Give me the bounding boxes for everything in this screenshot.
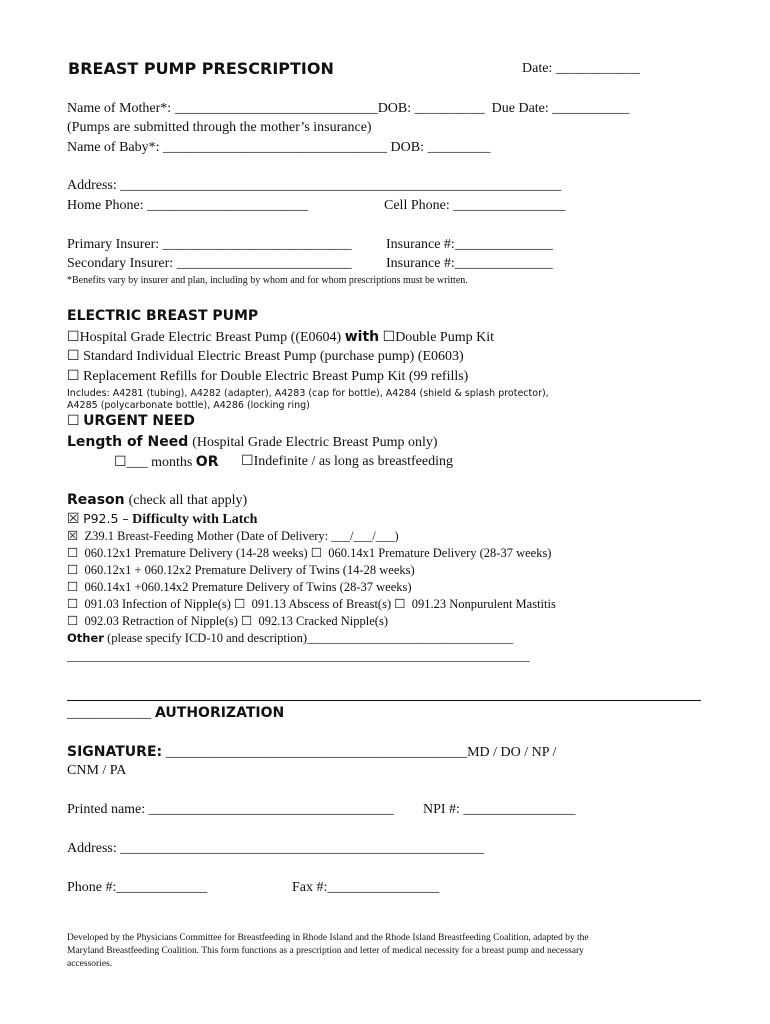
checkbox-icon[interactable]: ☐ <box>67 349 80 364</box>
standard-pump-option[interactable] <box>67 350 464 364</box>
reason-twins-14-28[interactable] <box>67 564 415 577</box>
credentials-label: MD / DO / NP / <box>467 745 557 760</box>
home-phone-field[interactable]: Home Phone: _______________________ <box>67 198 309 213</box>
reason-label: Reason <box>67 492 125 508</box>
electric-pump-heading: ELECTRIC BREAST PUMP <box>67 308 259 324</box>
double-pump-kit-label: Double Pump Kit <box>395 330 494 345</box>
secondary-insurance-number-field[interactable]: Insurance #:______________ <box>386 256 553 271</box>
hospital-grade-option[interactable] <box>67 330 494 345</box>
latch-label: Difficulty with Latch <box>132 512 258 527</box>
twins-14-28-label: 060.12x1 + 060.12x2 Premature Delivery of Twins (14-28 weeks) <box>84 563 415 577</box>
checked-checkbox-icon[interactable]: ☒ <box>67 529 79 543</box>
with-label: with <box>344 329 380 345</box>
checkbox-icon[interactable]: ☐ <box>67 580 79 594</box>
other-field-line-2[interactable]: __________________________________________________________________________ <box>67 649 530 663</box>
latch-code: P92.5 – <box>83 511 129 526</box>
months-label: ___ months <box>126 455 193 470</box>
cell-phone-field[interactable]: Cell Phone: ________________ <box>384 198 566 213</box>
retraction-label: 092.03 Retraction of Nipple(s) <box>84 614 238 628</box>
authorization-heading: AUTHORIZATION <box>155 705 285 721</box>
credentials-label-2: CNM / PA <box>67 763 127 778</box>
signature-label: SIGNATURE: <box>67 744 163 760</box>
cracked-nipple-label: 092.13 Cracked Nipple(s) <box>258 614 388 628</box>
checkbox-icon[interactable]: ☐ <box>67 546 79 560</box>
reason-row <box>67 492 247 508</box>
reason-note: (check all that apply) <box>128 493 248 508</box>
fax-field[interactable]: Fax #:________________ <box>292 880 440 895</box>
checkbox-icon[interactable]: ☐ <box>394 597 406 611</box>
printed-name-field[interactable]: Printed name: ___________________________________ <box>67 802 394 817</box>
checked-checkbox-icon[interactable]: ☒ <box>67 512 80 527</box>
footer-line-3: accessories. <box>67 959 113 969</box>
indefinite-option[interactable] <box>241 455 453 469</box>
reason-nipple-retraction[interactable] <box>67 615 388 628</box>
includes-line-1: Includes: A4281 (tubing), A4282 (adapter), A4283 (cap for bottle), A4284 (shield & splash protector), <box>67 388 549 399</box>
checkbox-icon[interactable]: ☐ <box>67 369 80 384</box>
footer-line-2: Maryland Breastfeeding Coalition. This form functions as a prescription and letter of medical necessity for a breast pump and necessary <box>67 946 584 956</box>
length-of-need-row <box>67 434 438 450</box>
other-label: Other <box>67 631 104 645</box>
hospital-grade-label: Hospital Grade Electric Breast Pump ((E0604) <box>79 330 342 345</box>
reason-z39[interactable] <box>67 530 399 543</box>
length-of-need-note: (Hospital Grade Electric Breast Pump only) <box>192 435 438 450</box>
primary-insurance-number-field[interactable]: Insurance #:______________ <box>386 237 553 252</box>
address-field[interactable]: Address: _______________________________________________________________ <box>67 178 562 193</box>
checkbox-icon[interactable]: ☐ <box>241 614 253 628</box>
includes-line-2: A4285 (polycarbonate bottle), A4286 (locking ring) <box>67 400 310 411</box>
baby-name-field[interactable]: Name of Baby*: ________________________________ DOB: _________ <box>67 140 491 155</box>
checkbox-icon[interactable]: ☐ <box>114 455 127 470</box>
standard-pump-label: Standard Individual Electric Breast Pump (purchase pump) (E0603) <box>83 349 464 364</box>
urgent-need-label: URGENT NEED <box>83 413 195 429</box>
premature-14-28-label: 060.12x1 Premature Delivery (14-28 weeks) <box>84 546 308 560</box>
date-field[interactable]: Date: ____________ <box>522 61 640 76</box>
reason-premature-14-28[interactable] <box>67 547 551 560</box>
signature-row[interactable] <box>67 744 556 760</box>
abscess-breast-label: 091.13 Abscess of Breast(s) <box>251 597 392 611</box>
reason-twins-28-37[interactable] <box>67 581 412 594</box>
signature-field[interactable]: ___________________________________________ <box>166 745 468 760</box>
urgent-need-option[interactable] <box>67 414 195 429</box>
authorization-heading-row <box>67 705 284 721</box>
checkbox-icon[interactable]: ☐ <box>67 414 80 429</box>
refills-option[interactable] <box>67 370 468 384</box>
checkbox-icon[interactable]: ☐ <box>241 454 254 469</box>
refills-label: Replacement Refills for Double Electric Breast Pump Kit (99 refills) <box>83 369 469 384</box>
authorization-blank: ____________ <box>67 706 151 721</box>
checkbox-icon[interactable]: ☐ <box>382 330 396 345</box>
secondary-insurer-field[interactable]: Secondary Insurer: _________________________ <box>67 256 352 271</box>
months-option[interactable] <box>114 455 218 470</box>
checkbox-icon[interactable]: ☐ <box>310 546 323 560</box>
checkbox-icon[interactable]: ☐ <box>67 563 79 577</box>
phone-field[interactable]: Phone #:_____________ <box>67 880 208 895</box>
or-label: OR <box>195 454 219 470</box>
infection-nipple-label: 091.03 Infection of Nipple(s) <box>84 597 231 611</box>
primary-insurer-field[interactable]: Primary Insurer: ___________________________ <box>67 237 352 252</box>
section-divider <box>67 700 701 701</box>
checkbox-icon[interactable]: ☐ <box>67 614 79 628</box>
mastitis-label: 091.23 Nonpurulent Mastitis <box>411 597 556 611</box>
reason-other[interactable] <box>67 632 513 645</box>
npi-field[interactable]: NPI #: ________________ <box>423 802 576 817</box>
reason-latch[interactable] <box>67 513 257 527</box>
checkbox-icon[interactable]: ☐ <box>67 597 79 611</box>
premature-28-37-label: 060.14x1 Premature Delivery (28-37 weeks) <box>328 546 552 560</box>
checkbox-icon[interactable]: ☐ <box>234 597 246 611</box>
other-field[interactable]: (please specify ICD-10 and description)_________________________________ <box>107 631 514 645</box>
reason-nipple-breast[interactable] <box>67 598 556 611</box>
footer-line-1: Developed by the Physicians Committee for Breastfeeding in Rhode Island and the Rhode Island Breastfeeding Coalition, adapted by the <box>67 933 589 943</box>
prescriber-address-field[interactable]: Address: ____________________________________________________ <box>67 841 485 856</box>
indefinite-label: Indefinite / as long as breastfeeding <box>253 454 453 469</box>
twins-28-37-label: 060.14x1 +060.14x2 Premature Delivery of Twins (28-37 weeks) <box>84 580 412 594</box>
z39-label: Z39.1 Breast-Feeding Mother (Date of Delivery: ___/___/___) <box>84 529 399 543</box>
page-title: BREAST PUMP PRESCRIPTION <box>68 59 334 78</box>
mother-name-field[interactable]: Name of Mother*: _____________________________DOB: __________ Due Date: ___________ <box>67 101 630 116</box>
length-of-need-label: Length of Need <box>67 434 189 450</box>
benefits-note: *Benefits vary by insurer and plan, including by whom and for whom prescriptions must be written. <box>67 275 468 286</box>
insurance-note: (Pumps are submitted through the mother’s insurance) <box>67 120 372 135</box>
checkbox-icon[interactable]: ☐ <box>67 330 80 345</box>
